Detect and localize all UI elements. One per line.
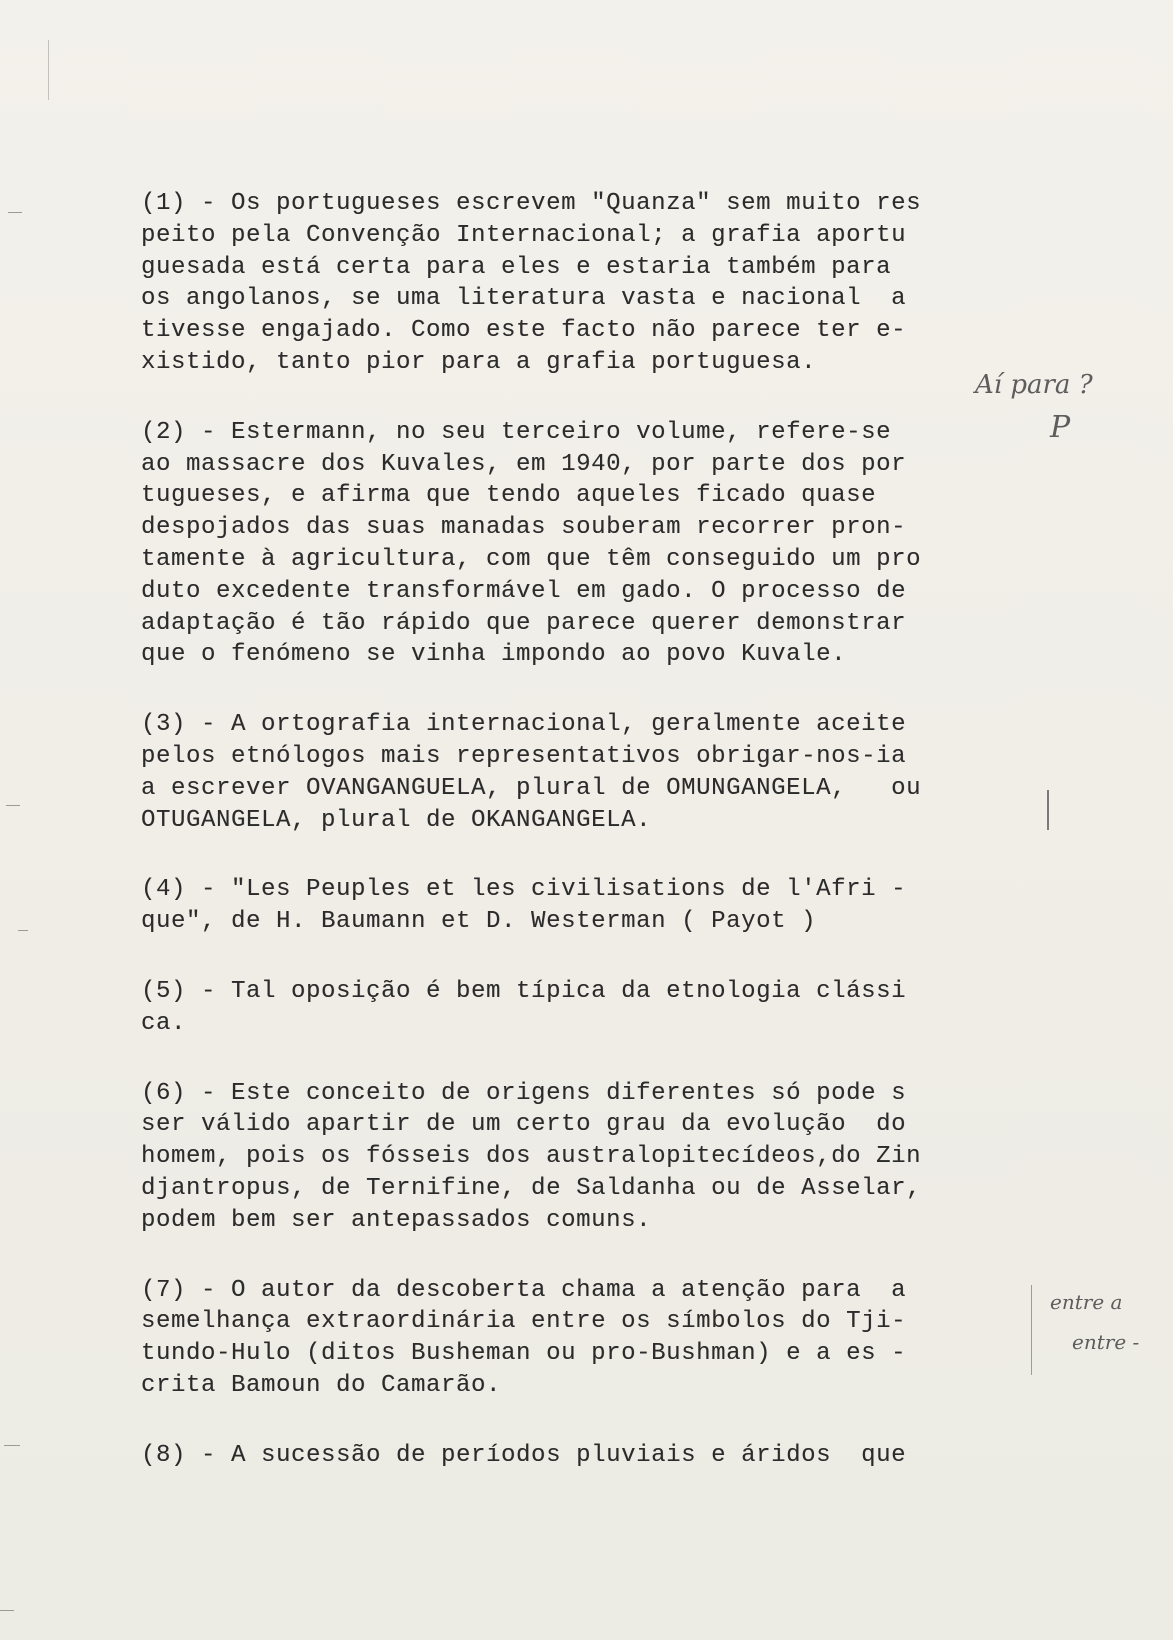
footnote-line: peito pela Convenção Internacional; a grafia aportu	[141, 221, 907, 249]
footnote-3	[141, 709, 1041, 836]
footnote-line: duto excedente transformável em gado. O processo de	[141, 577, 907, 605]
margin-bracket-mark	[1047, 790, 1049, 830]
footnotes-body	[141, 188, 1041, 1510]
handwritten-annotation-note2: P	[1050, 410, 1071, 445]
handwritten-annotation-note7-bottom: entre -	[1072, 1330, 1140, 1354]
footnote-line: adaptação é tão rápido que parece querer demonstrar	[141, 609, 907, 637]
scan-edge-mark	[8, 212, 22, 213]
footnote-4	[141, 874, 1041, 938]
footnote-line: ca.	[141, 1009, 187, 1037]
footnote-line: OTUGANGELA, plural de OKANGANGELA.	[141, 806, 652, 834]
footnote-line: tugueses, e afirma que tendo aqueles ficado quase	[141, 482, 877, 510]
footnote-5	[141, 976, 1041, 1040]
footnote-line: podem bem ser antepassados comuns.	[141, 1206, 652, 1234]
footnote-line: que o fenómeno se vinha impondo ao povo Kuvale.	[141, 641, 847, 669]
handwritten-annotation-note1: Aí para ?	[975, 370, 1093, 400]
footnote-8	[141, 1440, 1041, 1472]
footnote-line: crita Bamoun do Camarão.	[141, 1371, 502, 1399]
margin-bracket-mark	[1031, 1285, 1032, 1375]
footnote-line: (7) - O autor da descoberta chama a atenção para a	[141, 1276, 907, 1304]
footnote-7	[141, 1275, 1041, 1402]
footnote-line: (5) - Tal oposição é bem típica da etnologia clássi	[141, 977, 907, 1005]
scan-edge-mark	[48, 40, 49, 100]
footnote-line: os angolanos, se uma literatura vasta e nacional a	[141, 285, 907, 313]
footnote-line: xistido, tanto pior para a grafia portuguesa.	[141, 348, 817, 376]
footnote-line: (8) - A sucessão de períodos pluviais e áridos que	[141, 1441, 907, 1469]
footnote-line: a escrever OVANGANGUELA, plural de OMUNGANGELA, ou	[141, 774, 922, 802]
footnote-line: tundo-Hulo (ditos Busheman ou pro-Bushman) e a es -	[141, 1340, 907, 1368]
footnote-line: tivesse engajado. Como este facto não parece ter e-	[141, 317, 907, 345]
footnote-6	[141, 1078, 1041, 1237]
footnote-line: (3) - A ortografia internacional, geralmente aceite	[141, 711, 907, 739]
footnote-line: (2) - Estermann, no seu terceiro volume, refere-se	[141, 418, 892, 446]
scan-edge-mark	[0, 1610, 14, 1611]
handwritten-annotation-note7-top: entre a	[1050, 1290, 1123, 1314]
scan-edge-mark	[4, 1445, 20, 1446]
footnote-line: (1) - Os portugueses escrevem "Quanza" sem muito res	[141, 190, 922, 217]
footnote-line: que", de H. Baumann et D. Westerman ( Payot )	[141, 908, 817, 936]
footnote-line: ser válido apartir de um certo grau da evolução do	[141, 1111, 907, 1139]
scan-edge-mark	[18, 930, 28, 931]
footnote-2	[141, 417, 1041, 671]
scan-edge-mark	[6, 805, 20, 806]
footnote-1	[141, 188, 1041, 379]
footnote-line: semelhança extraordinária entre os símbolos do Tji-	[141, 1308, 907, 1336]
footnote-line: (4) - "Les Peuples et les civilisations de l'Afri -	[141, 876, 907, 904]
footnote-line: despojados das suas manadas souberam recorrer pron-	[141, 514, 907, 542]
footnote-line: homem, pois os fósseis dos australopitecídeos,do Zin	[141, 1143, 922, 1171]
footnote-line: pelos etnólogos mais representativos obrigar-nos-ia	[141, 742, 907, 770]
footnote-line: guesada está certa para eles e estaria também para	[141, 253, 892, 281]
footnote-line: ao massacre dos Kuvales, em 1940, por parte dos por	[141, 450, 907, 478]
footnote-line: djantropus, de Ternifine, de Saldanha ou de Asselar,	[141, 1174, 922, 1202]
footnote-line: tamente à agricultura, com que têm conseguido um pro	[141, 545, 922, 573]
footnote-line: (6) - Este conceito de origens diferentes só pode s	[141, 1079, 907, 1107]
